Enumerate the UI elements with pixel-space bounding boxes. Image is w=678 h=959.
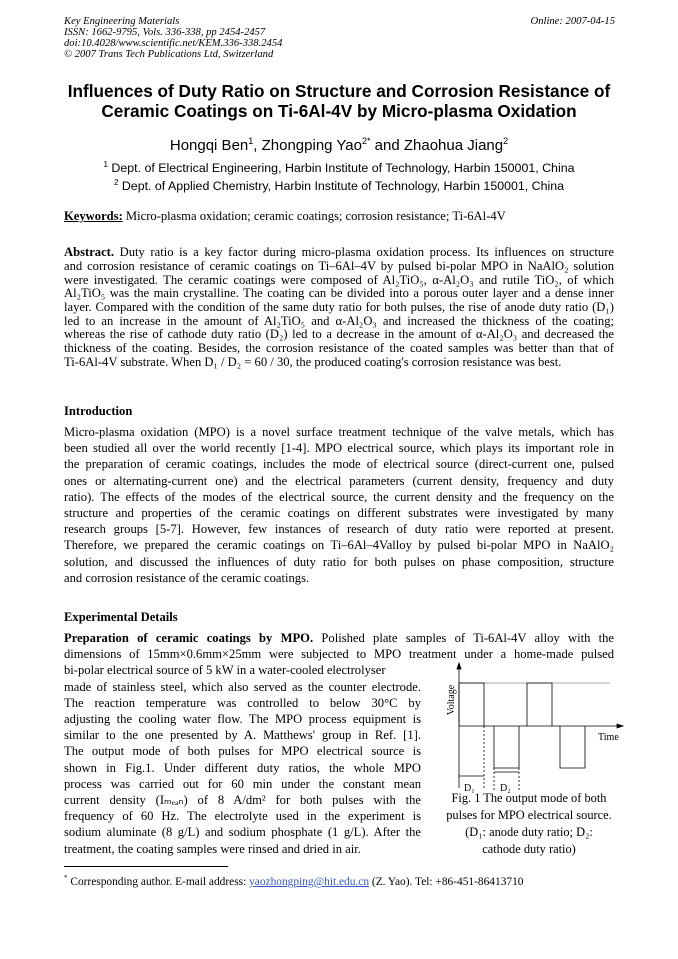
footnote-rule <box>64 866 228 867</box>
affiliation-2-text: Dept. of Applied Chemistry, Harbin Institute of Technology, Harbin 150001, China <box>118 179 565 194</box>
footnote-mark: * <box>64 874 68 882</box>
experimental-line: sodium aluminate (8 g/L) and sodium phosphate (1 g/L). After the <box>64 825 421 840</box>
d2-label: D₂ <box>500 783 511 794</box>
abstract-line-text: Duty ratio is a key factor during micro-plasma oxidation process. Its influences on structure <box>114 245 614 259</box>
keywords-text: Micro-plasma oxidation; ceramic coatings; corrosion resistance; Ti-6Al-4V <box>122 209 506 223</box>
experimental-line: current density (Iₘₑₐₙ) of 8 A/dm² for both pulses with the <box>64 793 421 807</box>
abstract-line: whereas the rise of cathode duty ratio (D₂) led to a decrease in the amount of α-Al₂O₃ and decreased the <box>64 327 614 341</box>
introduction-heading: Introduction <box>64 404 133 418</box>
copyright: © 2007 Trans Tech Publications Ltd, Switzerland <box>64 49 274 60</box>
author-3: and Zhaohua Jiang <box>370 137 504 154</box>
affiliation-1-text: Dept. of Electrical Engineering, Harbin Institute of Technology, Harbin 150001, China <box>107 161 575 176</box>
figure-caption-line: pulses for MPO electrical source. <box>446 808 612 822</box>
title-line-2: Ceramic Coatings on Ti-6Al-4V by Micro-plasma Oxidation <box>101 101 577 121</box>
experimental-line: The output mode of both pulses for MPO electrical source is <box>64 744 421 759</box>
anode-pulse-2 <box>527 683 552 726</box>
x-axis-label: Time <box>598 732 619 743</box>
keywords-label: Keywords: <box>64 209 123 223</box>
affiliation-1-sup: 1 <box>103 160 108 169</box>
affiliation-2-sup: 2 <box>113 178 119 187</box>
experimental-line: process was carried out for 60 min under the constant mean <box>64 776 421 791</box>
experimental-line: shown in Fig.1. Under different duty ratios, the whole MPO <box>64 760 421 775</box>
journal-name: Key Engineering Materials <box>64 16 180 27</box>
x-axis-arrow-icon <box>617 724 623 728</box>
experimental-heading: Experimental Details <box>64 610 178 624</box>
abstract-line: layer. Compared with the condition of the same duty ratio for both pulses, the rise of anode duty ratio (D₁) <box>64 300 614 314</box>
figure-caption-line: (D₁: anode duty ratio; D₂: <box>465 825 593 839</box>
keywords <box>64 209 506 224</box>
title-line-1: Influences of Duty Ratio on Structure and Corrosion Resistance of <box>67 81 611 101</box>
footnote-prefix: Corresponding author. E-mail address: <box>67 875 250 888</box>
figure-caption-line: cathode duty ratio) <box>482 842 576 856</box>
author-1: Hongqi Ben <box>169 137 249 154</box>
experimental-line: adjusting the cooling water flow. The MPO process equipment is <box>64 712 421 726</box>
introduction-line: and corrosion resistance of the ceramic coatings. <box>64 570 310 585</box>
d1-label: D₁ <box>464 783 475 794</box>
abstract-line: Al₂TiO₅ was the main crystalline. The coating can be divided into a porous outer layer and a dense inner <box>64 286 614 300</box>
email-link[interactable]: yaozhongping@hit.edu.cn <box>249 875 370 888</box>
experimental-line: frequency of 60 Hz. The electrolyte used in the experiment is <box>64 809 421 824</box>
introduction-line: structure and properties of the ceramic coatings on different substrates were investigated by many <box>64 506 614 520</box>
introduction-line: Micro-plasma oxidation (MPO) is a novel surface treatment technique of the valve metals, which has <box>64 425 614 439</box>
doi: doi:10.4028/www.scientific.net/KEM.336-338.2454 <box>64 38 283 49</box>
experimental-line <box>64 632 614 645</box>
abstract-line: led to an increase in the amount of Al₂TiO₅ and α-Al₂O₃ and increased the thickness of the coating; <box>64 314 614 328</box>
author-3-sup: 2 <box>503 136 509 146</box>
experimental-line: bi-polar electrical source of 5 kW in a water-cooled electrolyser <box>64 663 386 678</box>
figure-caption-line: Fig. 1 The output mode of both <box>451 791 607 805</box>
cathode-pulse-2 <box>560 726 585 768</box>
experimental-subheading: Preparation of ceramic coatings by MPO. <box>64 631 314 645</box>
introduction-line: research groups [5-7]. However, few instances of research of duty ratio were reported at present. <box>64 522 614 537</box>
experimental-line: similar to the one presented by A. Matthews' group in Ref. [1]. <box>64 728 421 743</box>
experimental-line: The reaction temperature was controlled to below 30°C by <box>64 695 421 710</box>
introduction-line: ratio). The effects of the modes of the electrical source, the current density and the frequency on the <box>64 489 614 504</box>
cathode-pulse-1 <box>494 726 519 768</box>
author-1-sup: 1 <box>248 136 254 146</box>
abstract-label: Abstract. <box>64 245 115 259</box>
experimental-line: treatment, the coating samples were rinsed and dried in air. <box>64 841 361 856</box>
y-axis-arrow-icon <box>457 663 461 669</box>
introduction-line: Therefore, we prepared the ceramic coatings on Ti–6Al–4Valloy by pulsed bi-polar MPO in NaAlO₂ <box>64 538 614 553</box>
author-2-sup: 2* <box>361 136 371 146</box>
abstract-line: thickness of the coating. Besides, the corrosion resistance of the coated samples was better than that of <box>64 341 614 355</box>
issn: ISSN: 1662-9795, Vols. 336-338, pp 2454-2457 <box>64 27 266 38</box>
figure-1-pulse-diagram <box>430 660 626 795</box>
abstract-line <box>64 246 614 259</box>
introduction-line: been studied all over the world recently [1-4]. MPO electrical source, which plays its important role in <box>64 441 614 456</box>
online-date: Online: 2007-04-15 <box>530 16 615 27</box>
abstract-line: and corrosion resistance of ceramic coatings on Ti–6Al–4V by pulsed bi-polar MPO in NaAlO₂ solution <box>64 259 614 273</box>
authors <box>0 136 678 154</box>
footnote-suffix: (Z. Yao). Tel: +86-451-86413710 <box>369 875 524 888</box>
experimental-line: dimensions of 15mm×0.6mm×25mm were subjected to MPO treatment under a home-made pulsed <box>64 647 614 662</box>
affiliation-1 <box>0 160 678 175</box>
footnote <box>64 874 523 888</box>
abstract-line: Ti-6Al-4V substrate. When D₁ / D₂ = 60 / 30, the produced coating's corrosion resistance was best. <box>64 355 562 369</box>
experimental-line: made of stainless steel, which also served as the counter electrode. <box>64 679 421 694</box>
introduction-line: solution, and discussed the influences of duty ratio for both pulses on phase composition, structure <box>64 554 614 569</box>
anode-pulse-1 <box>459 683 484 726</box>
affiliation-2 <box>0 178 678 193</box>
abstract-line: were investigated. The ceramic coatings were composed of Al₂TiO₅, α-Al₂O₃ and rutile TiO₂, of which <box>64 273 614 287</box>
y-axis-label: Voltage <box>446 684 457 716</box>
author-2: , Zhongping Yao <box>253 137 362 154</box>
introduction-line: the preparation of ceramic coatings, includes the mode of electrical source (direct-current one, pulsed <box>64 457 614 472</box>
introduction-line: ones or alternating-current one) and the electrical parameters (current density, frequency and duty <box>64 473 614 488</box>
experimental-line-text: Polished plate samples of Ti-6Al-4V alloy with the <box>313 631 615 645</box>
